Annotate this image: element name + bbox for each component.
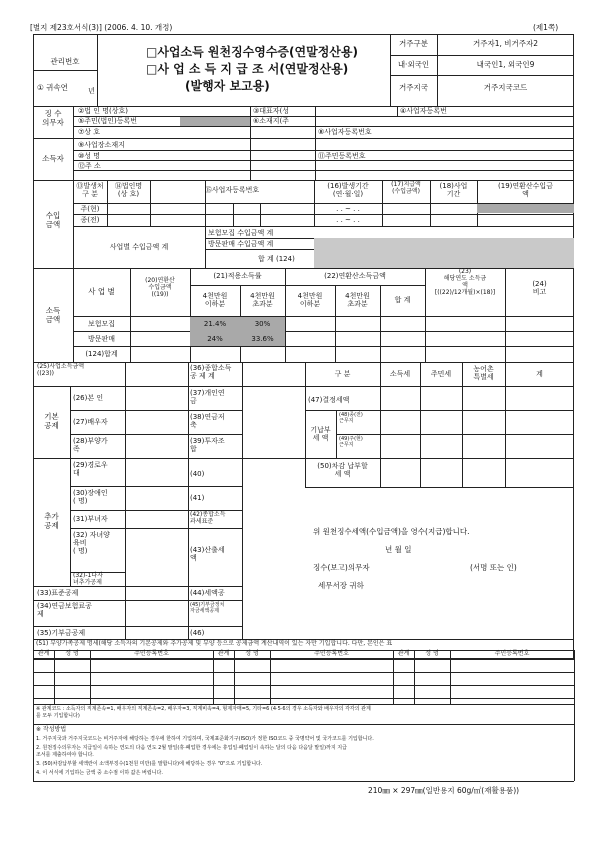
shop-reg-label: ⑧사업자등록번호 bbox=[318, 128, 372, 136]
tax-office-addressee: 세무서장 귀하 bbox=[318, 581, 364, 590]
residency-label: 거주구분 bbox=[399, 39, 428, 48]
dep-head-name-2: 성 명 bbox=[245, 650, 259, 657]
col-payment: (17)지급액 (수입금액) bbox=[391, 181, 421, 195]
tax-head-total: 계 bbox=[536, 370, 543, 378]
biz-reg-label: ④사업자등록번 bbox=[400, 107, 447, 115]
instruction-2: 2. 원천징수의무자는 지급일이 속하는 연도의 다음 연도 2월 말일(휴·폐업한 경우에는 휴업일·폐업일이 속하는 달의 다음 다음달 말일)까지 지급 조서를 제출하여야 합니다. bbox=[36, 745, 347, 758]
col-remarks: (24) 비고 bbox=[532, 280, 547, 297]
current-workplace-label: (49)주(현) 근무지 bbox=[339, 436, 363, 448]
relation-code-note: ※ 관계코드 : 소득자의 직계존속=1, 배우자의 직계존속=2, 배우자=3, 직계비속=4, 형제자매=5, 기타=6 (4·5·6의 경우 소득자와 배우자의 각각의 관계 를 모두 기입합니다) bbox=[36, 706, 371, 719]
income-subtotal: 합 계 bbox=[394, 296, 411, 304]
dep-head-rel-2: 관계 bbox=[217, 650, 230, 657]
donation-deduction-label: (35)기부금공제 bbox=[37, 629, 86, 637]
period-sub: . . ~ . . bbox=[336, 216, 360, 224]
item-41-label: (41) bbox=[190, 494, 205, 502]
extra-deduction-label: 추가 공제 bbox=[44, 512, 59, 530]
instruction-1: 1. 거주지국과 거주지국코드는 비거주자에 해당하는 경우에 한하여 기입하며, 국제표준화기구(ISO)가 정한 ISO코드 중 국명약어 및 국가코드를 기입합니다. bbox=[36, 736, 374, 742]
calc-section-label: 소득 금액 bbox=[45, 306, 61, 324]
insurance-total-label: 보험모집 수입금액 계 bbox=[208, 229, 274, 237]
col-source-type: ⑬발생처 구 분 bbox=[76, 182, 104, 199]
col-annualized-income: (19)연환산수입금 액 bbox=[498, 182, 553, 199]
row-calc-total: (124)합계 bbox=[85, 350, 118, 358]
col-corp-name: ⑭법인명 (상 호) bbox=[114, 182, 143, 199]
determined-tax-label: (47)결정세액 bbox=[308, 396, 350, 404]
basic-deduction-label: 기본 공제 bbox=[44, 412, 59, 430]
prepaid-tax-label: 기납부 세 액 bbox=[310, 426, 331, 443]
dep-head-rrn-3: 주민등록번호 bbox=[494, 650, 530, 657]
instructions-title: ※ 작성방법 bbox=[36, 726, 67, 733]
by-biz-total-label: 사업별 수입금액 계 bbox=[109, 243, 169, 251]
tax-payable-label: (50)차감 납부할 세 액 bbox=[317, 462, 368, 479]
pension-savings-label: (38)연금저 축 bbox=[190, 413, 225, 430]
attribution-year-label: ① 귀속연 bbox=[37, 83, 68, 92]
instruction-3: 3. (50)차감납부할 세액란이 소액부징수(1천원 미만)를 말합니다)에 해당하는 경우 "0"으로 기입합니다. bbox=[36, 761, 263, 767]
workplace-address-label: ⑨사업장소재지 bbox=[78, 141, 125, 149]
col-biz-reg: ⑮사업자등록번호 bbox=[204, 186, 260, 194]
investment-label: (39)투자조 합 bbox=[190, 437, 225, 454]
title-payment-statement: □사 업 소 득 지 급 조 서(연말정산용) bbox=[146, 62, 349, 76]
item-46-label: (46) bbox=[190, 629, 205, 637]
tax-base-label: (42)종합소득 과세표준 bbox=[190, 511, 226, 525]
dep-head-rel-3: 관계 bbox=[397, 650, 410, 657]
personal-pension-label: (37)개인연 금 bbox=[190, 389, 225, 406]
visit-rate-over: 33.6% bbox=[251, 335, 274, 343]
col-year-income: (23) 해당연도 소득금 액 [((22)/12개월)×(18)] bbox=[434, 268, 496, 296]
col-annualized-revenue: (20)연환산 수입금액 ((19)) bbox=[145, 277, 175, 298]
earner-name-label: ⑩성 명 bbox=[78, 152, 101, 160]
year-suffix: 년 bbox=[88, 87, 95, 95]
earner-rrn-label: ⑪주민등록번호 bbox=[318, 152, 366, 160]
biz-income-amount-label: (25)사업소득금액 ((23)) bbox=[37, 363, 85, 377]
self-deduction-label: (26)본 인 bbox=[73, 394, 104, 402]
income-under-40m: 4천만원 이하분 bbox=[297, 292, 323, 309]
col-annualized-income-amount: (22)연환산소득금액 bbox=[324, 272, 386, 280]
payer-signature-label: 징수(보고)의무자 bbox=[313, 563, 370, 572]
dep-head-name-1: 성 명 bbox=[65, 650, 79, 657]
female-householder-label: (31)부녀자 bbox=[73, 515, 108, 523]
residence-country-label: 거주지국 bbox=[399, 83, 428, 92]
earner-section-label: 소득자 bbox=[42, 154, 64, 163]
multi-child-label: (32)-1다자 녀추가공제 bbox=[73, 572, 103, 586]
period-main: . . ~ . . bbox=[336, 205, 360, 213]
standard-deduction-label: (33)표준공제 bbox=[37, 589, 79, 597]
management-number-label: 관리번호 bbox=[50, 57, 80, 66]
payer-address-label: ⑥소재지(주 bbox=[253, 117, 290, 125]
elderly-deduction-label: (29)경로우 대 bbox=[73, 461, 108, 478]
signature-note: (서명 또는 인) bbox=[470, 563, 517, 572]
dependents-deduction-label: (28)부양가 족 bbox=[73, 437, 108, 454]
form-number: [별지 제23호서식(3)] (2006. 4. 10. 개정) bbox=[30, 23, 173, 32]
spouse-deduction-label: (27)배우자 bbox=[73, 418, 108, 426]
prev-workplace-label: (48)종(전) 근무지 bbox=[339, 412, 363, 424]
tax-head-rural-tax: 농어촌 특별세 bbox=[473, 365, 494, 382]
income-section-label: 수입 금액 bbox=[45, 211, 61, 229]
rate-under-40m: 4천만원 이하분 bbox=[202, 292, 228, 309]
dependents-title: (51) 부양가족공제 명세(해당 소득자의 기본공제와 추가공제 및 부양 등으로 공제금액 계산내역이 있는 자만 기입합니다. 다만, 본인은 표 bbox=[36, 640, 393, 647]
tax-head-resident-tax: 주민세 bbox=[430, 370, 452, 378]
dep-head-rel-1: 관계 bbox=[37, 650, 50, 657]
visit-sales-total-label: 방문판매 수입금액 계 bbox=[208, 240, 274, 248]
residence-country-value: 거주지국코드 bbox=[483, 83, 528, 92]
receipt-statement: 위 원천징수세액(수입금액)을 영수(지급)합니다. bbox=[313, 527, 470, 536]
page-number: (제1쪽) bbox=[533, 23, 559, 32]
rate-over-40m: 4천만원 초과분 bbox=[250, 292, 275, 309]
col-biz-period: (18)사업 기간 bbox=[439, 182, 468, 199]
dep-head-name-3: 성 명 bbox=[425, 650, 439, 657]
nationality-value: 내국인1, 외국인9 bbox=[476, 60, 535, 69]
date-line: 년 월 일 bbox=[385, 545, 412, 554]
col-business: 사 업 별 bbox=[88, 287, 115, 296]
total-deduction-label: (36)종합소득 공 제 계 bbox=[190, 364, 232, 381]
tax-head-category: 구 분 bbox=[334, 370, 351, 378]
payer-section-label: 징 수 의무자 bbox=[42, 109, 64, 127]
disabled-deduction-label: (30)장애인 ( 명) bbox=[73, 489, 108, 506]
earner-address-label: ⑫주 소 bbox=[78, 162, 101, 170]
insurance-rate-under: 21.4% bbox=[203, 320, 227, 328]
paper-spec: 210㎜ × 297㎜(일반용지 60g/㎡(재활용품)) bbox=[368, 786, 520, 795]
pension-deduction-label: (34)연금보험료공 제 bbox=[37, 602, 92, 619]
col-period: (16)발생기간 (연·월·일) bbox=[327, 182, 369, 199]
grand-total-label: 합 계 (124) bbox=[258, 255, 295, 263]
child-care-label: (32) 자녀양 육비 ( 명) bbox=[73, 531, 110, 556]
item-40-label: (40) bbox=[190, 470, 205, 478]
computed-tax-label: (43)산출세 액 bbox=[190, 546, 225, 563]
residency-value: 거주자1, 비거주자2 bbox=[472, 39, 539, 48]
tax-credit-label: (44)세액공 bbox=[190, 589, 225, 597]
title-withholding-receipt: □사업소득 원천징수영수증(연말정산용) bbox=[146, 45, 358, 59]
title-issuer-report: (발행자 보고용) bbox=[185, 79, 270, 93]
corp-id-label: ⑤주민(법인)등록번 bbox=[78, 117, 138, 125]
dep-head-rrn-2: 주민등록번호 bbox=[314, 650, 349, 657]
nationality-label: 내·외국인 bbox=[397, 60, 430, 69]
visit-rate-under: 24% bbox=[207, 335, 223, 343]
dep-head-rrn-1: 주민등록번호 bbox=[134, 650, 169, 657]
col-applied-rate: (21)적용소득률 bbox=[213, 272, 262, 280]
representative-label: ③대표자(성 bbox=[253, 107, 290, 115]
row-sub-label: 종(전) bbox=[80, 216, 100, 224]
row-main-label: 주(현) bbox=[80, 205, 100, 213]
insurance-rate-over: 30% bbox=[254, 320, 271, 328]
row-visit-sales: 방문판매 bbox=[87, 335, 116, 343]
income-over-40m: 4천만원 초과분 bbox=[345, 292, 370, 309]
donation-credit-label: (45)기부금정치 자금세액공제 bbox=[190, 602, 225, 614]
instruction-4: 4. 이 서식에 기입하는 금액 중 소수점 이하 값은 버립니다. bbox=[36, 770, 163, 776]
corp-name-label: ②법 인 명(상호) bbox=[78, 107, 128, 115]
tax-head-income-tax: 소득세 bbox=[389, 370, 411, 378]
shop-name-label: ⑦상 호 bbox=[78, 128, 101, 136]
row-insurance: 보험모집 bbox=[87, 320, 116, 328]
